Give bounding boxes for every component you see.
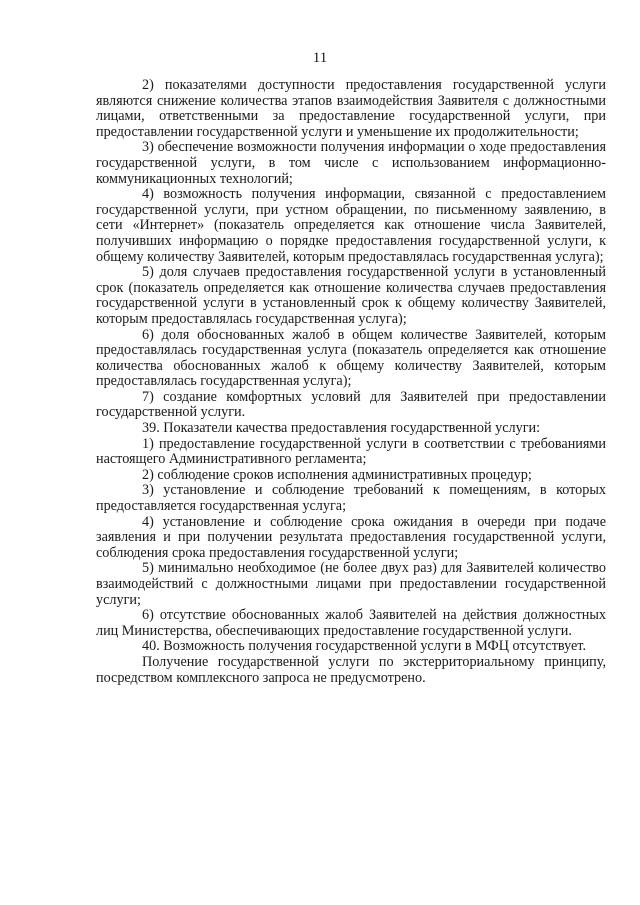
paragraph-item-7-comfort: 7) создание комфортных условий для Заявителей при предоставлении государственной услуги. xyxy=(96,388,606,421)
document-body xyxy=(96,78,606,686)
paragraph-item-6-complaints-share: 6) доля обоснованных жалоб в общем количестве Заявителей, которым предоставлялась государственная услуга (показатель определяется как отношение количества обоснованных жалоб к общему количеству Заявителей, которым предоставлялась государственная услуга); xyxy=(96,326,606,390)
paragraph-item-3-information: 3) обеспечение возможности получения информации о ходе предоставления государственной услуги, в том числе с использованием информационно-коммуникационных технологий; xyxy=(96,139,606,187)
paragraph-39-item-5: 5) минимально необходимое (не более двух раз) для Заявителей количество взаимодействий с должностными лицами при предоставлении государственной услуги; xyxy=(96,560,606,608)
paragraph-39-item-2: 2) соблюдение сроков исполнения административных процедур; xyxy=(142,466,532,483)
section-39-heading: 39. Показатели качества предоставления государственной услуги: xyxy=(142,420,541,437)
paragraph-39-item-4: 4) установление и соблюдение срока ожидания в очереди при подаче заявления и при получении результата предоставления государственной услуги, соблюдения срока предоставления государственной услуги; xyxy=(96,513,606,561)
paragraph-extraterritorial: Получение государственной услуги по экстерриториальному принципу, посредством комплексного запроса не предусмотрено. xyxy=(96,653,606,686)
paragraph-item-2-accessibility: 2) показателями доступности предоставления государственной услуги являются снижение количества этапов взаимодействия Заявителя с должностными лицами, ответственными за предоставление государственной услуги, при предоставлении государственной услуги и уменьшение их продолжительности; xyxy=(96,77,606,140)
page-number: 11 xyxy=(312,50,328,66)
paragraph-item-5-timely-share: 5) доля случаев предоставления государственной услуги в установленный срок (показатель определяется как отношение количества случаев предоставления государственной услуги в установленный срок к общему количеству Заявителей, которым предоставлялась государственная услуга); xyxy=(96,264,606,327)
paragraph-39-item-6: 6) отсутствие обоснованных жалоб Заявителей на действия должностных лиц Министерства, обеспечивающих предоставление государственной услуги. xyxy=(96,607,606,639)
paragraph-39-item-1: 1) предоставление государственной услуги в соответствии с требованиями настоящего Административного регламента; xyxy=(96,435,606,468)
paragraph-39-item-3: 3) установление и соблюдение требований к помещениям, в которых предоставляется государственная услуга; xyxy=(96,482,606,515)
section-40-mfc: 40. Возможность получения государственной услуги в МФЦ отсутствует. xyxy=(142,638,586,655)
paragraph-item-4-information-channels: 4) возможность получения информации, связанной с предоставлением государственной услуги, при устном обращении, по письменному заявлению, в сети «Интернет» (показатель определяется как отношение числа Заявителей, получивших информацию о порядке предоставления государственной услуги, к общему количеству Заявителей, которым предоставлялась государственная услуга); xyxy=(96,186,606,265)
